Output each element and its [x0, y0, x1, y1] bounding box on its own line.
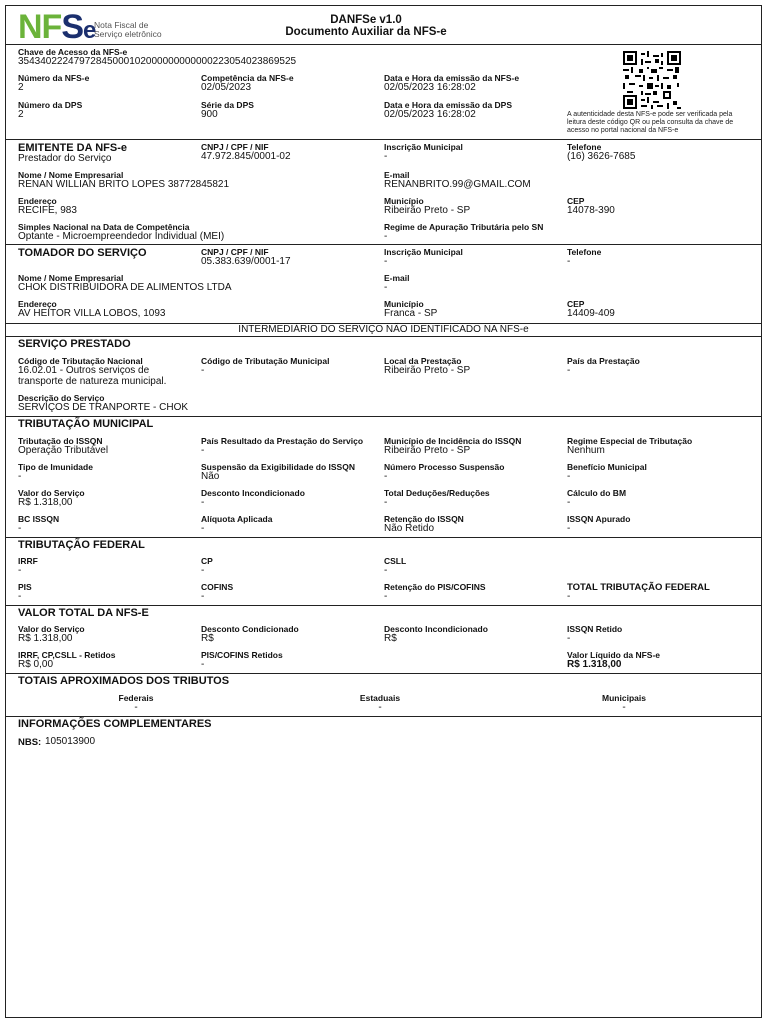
emitente-cep-label: CEP — [567, 196, 585, 206]
descricao-label: Descrição do Serviço — [18, 393, 105, 403]
divider — [6, 44, 761, 45]
totais-federais-label: Federais — [118, 693, 154, 703]
cod-nacional-value-1: 16.02.01 - Outros serviços de — [18, 365, 150, 376]
emissao-nfse-value: 02/05/2023 16:28:02 — [384, 82, 476, 93]
vt-desconto-incond-label: Desconto Incondicionado — [384, 624, 488, 634]
csll-value: - — [384, 565, 388, 576]
tomador-email-label: E-mail — [384, 273, 410, 283]
valor-servico-label: Valor do Serviço — [18, 488, 85, 498]
tomador-im-label: Inscrição Municipal — [384, 247, 463, 257]
simples-value: Optante - Microempreendedor Individual (MEI) — [18, 231, 225, 242]
trib-issqn-value: Operação Tributável — [18, 445, 109, 456]
tipo-imunidade-value: - — [18, 471, 22, 482]
totais-federais-value: - — [134, 702, 138, 713]
vt-irrf-label: IRRF, CP,CSLL - Retidos — [18, 650, 116, 660]
tomador-municipio-value: Franca - SP — [384, 308, 438, 319]
document-title — [236, 14, 496, 38]
title-line-2: Documento Auxiliar da NFS-e — [285, 26, 447, 38]
total-deducoes-value: - — [384, 497, 388, 508]
aliquota-value: - — [201, 523, 205, 534]
numero-dps-label: Número da DPS — [18, 100, 83, 110]
tomador-endereco-label: Endereço — [18, 299, 57, 309]
emitente-cnpj-label: CNPJ / CPF / NIF — [201, 142, 269, 152]
vt-pis-label: PIS/COFINS Retidos — [201, 650, 283, 660]
cp-label: CP — [201, 556, 213, 566]
emitente-tel-label: Telefone — [567, 142, 602, 152]
total-deducoes-label: Total Deduções/Reduções — [384, 488, 490, 498]
suspensao-label: Suspensão da Exigibilidade do ISSQN — [201, 462, 355, 472]
divider — [6, 537, 761, 538]
issqn-apurado-value: - — [567, 523, 571, 534]
cofins-label: COFINS — [201, 582, 234, 592]
tomador-cep-value: 14409-409 — [567, 308, 615, 319]
info-section-title: INFORMAÇÕES COMPLEMENTARES — [18, 718, 212, 730]
valor-total-section-title: VALOR TOTAL DA NFS-E — [18, 607, 149, 619]
retencao-issqn-value: Não Retido — [384, 523, 435, 534]
beneficio-value: - — [567, 471, 571, 482]
cp-value: - — [201, 565, 205, 576]
emitente-cep-value: 14078-390 — [567, 205, 615, 216]
totais-municipais-label: Municipais — [602, 693, 646, 703]
tomador-municipio-label: Município — [384, 299, 424, 309]
emitente-tel-value: (16) 3626-7685 — [567, 151, 636, 162]
chave-value: 35434022247972845000102000000000000223054023869525 — [18, 56, 297, 67]
pis-value: - — [18, 591, 22, 602]
totais-section-title: TOTAIS APROXIMADOS DOS TRIBUTOS — [18, 675, 230, 687]
totais-estaduais-value: - — [378, 702, 382, 713]
tomador-nome-value: CHOK DISTRIBUIDORA DE ALIMENTOS LTDA — [18, 282, 232, 293]
totais-municipais-value: - — [622, 702, 626, 713]
retencao-issqn-label: Retenção do ISSQN — [384, 514, 464, 524]
processo-suspensao-label: Número Processo Suspensão — [384, 462, 505, 472]
calculo-bm-value: - — [567, 497, 571, 508]
tomador-endereco-value: AV HEITOR VILLA LOBOS, 1093 — [18, 308, 166, 319]
emitente-cnpj-value: 47.972.845/0001-02 — [201, 151, 291, 162]
emitente-im-label: Inscrição Municipal — [384, 142, 463, 152]
trib-municipal-section-title: TRIBUTAÇÃO MUNICIPAL — [18, 418, 154, 430]
servico-section-title: SERVIÇO PRESTADO — [18, 338, 131, 350]
descricao-value: SERVIÇOS DE TRANPORTE - CHOK — [18, 402, 189, 413]
pais-resultado-label: País Resultado da Prestação do Serviço — [201, 436, 364, 446]
divider — [6, 416, 761, 417]
emissao-nfse-label: Data e Hora da emissão da NFS-e — [384, 73, 520, 83]
valor-liquido-value: R$ 1.318,00 — [567, 659, 622, 670]
emitente-email-value: RENANBRITO.99@GMAIL.COM — [384, 179, 531, 190]
vt-desconto-cond-label: Desconto Condicionado — [201, 624, 299, 634]
nbs-value: 105013900 — [45, 736, 96, 747]
divider — [6, 336, 761, 337]
vt-valor-servico-label: Valor do Serviço — [18, 624, 85, 634]
tomador-cnpj-label: CNPJ / CPF / NIF — [201, 247, 269, 257]
beneficio-label: Benefício Municipal — [567, 462, 647, 472]
pais-prestacao-label: País da Prestação — [567, 356, 640, 366]
total-federal-value: - — [567, 591, 571, 602]
emitente-municipio-label: Município — [384, 196, 424, 206]
title-line-1: DANFSe v1.0 — [330, 14, 402, 26]
serie-dps-label: Série da DPS — [201, 100, 254, 110]
total-federal-label: TOTAL TRIBUTAÇÃO FEDERAL — [567, 582, 710, 593]
local-prestacao-label: Local da Prestação — [384, 356, 462, 366]
pis-label: PIS — [18, 582, 32, 592]
desconto-incond-value: - — [201, 497, 205, 508]
regime-sn-value: - — [384, 231, 388, 242]
emitente-municipio-value: Ribeirão Preto - SP — [384, 205, 471, 216]
emitente-endereco-label: Endereço — [18, 196, 57, 206]
emitente-email-label: E-mail — [384, 170, 410, 180]
emitente-nome-value: RENAN WILLIAN BRITO LOPES 38772845821 — [18, 179, 230, 190]
vt-irrf-value: R$ 0,00 — [18, 659, 54, 670]
pais-resultado-value: - — [201, 445, 205, 456]
emitente-im-value: - — [384, 151, 388, 162]
trib-issqn-label: Tributação do ISSQN — [18, 436, 103, 446]
qr-note: A autenticidade desta NFS-e pode ser verificada pela leitura deste código QR ou pela consulta da chave de acesso no portal nacional da NFS-e — [567, 111, 734, 134]
vt-desconto-incond-value: R$ — [384, 633, 397, 644]
serie-dps-value: 900 — [201, 109, 218, 120]
cod-municipal-value: - — [201, 365, 205, 376]
retencao-pis-value: - — [384, 591, 388, 602]
local-prestacao-value: Ribeirão Preto - SP — [384, 365, 471, 376]
municipio-incidencia-label: Município de Incidência do ISSQN — [384, 436, 522, 446]
competencia-label: Competência da NFS-e — [201, 73, 294, 83]
trib-federal-section-title: TRIBUTAÇÃO FEDERAL — [18, 539, 145, 551]
retencao-pis-label: Retenção do PIS/COFINS — [384, 582, 486, 592]
tomador-im-value: - — [384, 256, 388, 267]
municipio-incidencia-value: Ribeirão Preto - SP — [384, 445, 471, 456]
divider — [6, 716, 761, 717]
suspensao-value: Não — [201, 471, 220, 482]
tomador-tel-label: Telefone — [567, 247, 602, 257]
numero-nfse-label: Número da NFS-e — [18, 73, 90, 83]
totais-estaduais-label: Estaduais — [359, 693, 401, 703]
logo-subtitle: Nota Fiscal de Serviço eletrônico — [94, 20, 162, 39]
pais-prestacao-value: - — [567, 365, 571, 376]
tomador-nome-label: Nome / Nome Empresarial — [18, 273, 124, 283]
divider — [6, 139, 761, 140]
nfse-logo — [18, 10, 178, 46]
aliquota-label: Alíquota Aplicada — [201, 514, 273, 524]
valor-liquido-label: Valor Líquido da NFS-e — [567, 650, 661, 660]
divider — [6, 673, 761, 674]
divider — [6, 244, 761, 245]
desconto-incond-label: Desconto Incondicionado — [201, 488, 305, 498]
cofins-value: - — [201, 591, 205, 602]
emitente-section-title: EMITENTE DA NFS-e — [18, 142, 127, 154]
tomador-tel-value: - — [567, 256, 571, 267]
vt-issqn-retido-value: - — [567, 633, 571, 644]
calculo-bm-label: Cálculo do BM — [567, 488, 627, 498]
valor-servico-value: R$ 1.318,00 — [18, 497, 73, 508]
csll-label: CSLL — [384, 556, 407, 566]
tomador-email-value: - — [384, 282, 388, 293]
vt-desconto-cond-value: R$ — [201, 633, 214, 644]
regime-especial-label: Regime Especial de Tributação — [567, 436, 693, 446]
qr-code-icon — [623, 51, 681, 109]
simples-label: Simples Nacional na Data de Competência — [18, 222, 190, 232]
emitente-nome-label: Nome / Nome Empresarial — [18, 170, 124, 180]
nbs-label: NBS: — [18, 737, 42, 748]
vt-valor-servico-value: R$ 1.318,00 — [18, 633, 73, 644]
irrf-label: IRRF — [18, 556, 38, 566]
regime-sn-label: Regime de Apuração Tributária pelo SN — [384, 222, 544, 232]
bc-issqn-label: BC ISSQN — [18, 514, 60, 524]
tomador-section-title: TOMADOR DO SERVIÇO — [18, 247, 147, 259]
issqn-apurado-label: ISSQN Apurado — [567, 514, 631, 524]
divider — [6, 605, 761, 606]
numero-nfse-value: 2 — [18, 82, 24, 93]
bc-issqn-value: - — [18, 523, 22, 534]
processo-suspensao-value: - — [384, 471, 388, 482]
vt-issqn-retido-label: ISSQN Retido — [567, 624, 623, 634]
intermediario-notice: INTERMEDIÁRIO DO SERVIÇO NÃO IDENTIFICADO NA NFS-e — [238, 324, 529, 335]
tipo-imunidade-label: Tipo de Imunidade — [18, 462, 93, 472]
tomador-cep-label: CEP — [567, 299, 585, 309]
emitente-endereco-value: RECIFE, 983 — [18, 205, 77, 216]
cod-nacional-label: Código de Tributação Nacional — [18, 356, 143, 366]
cod-nacional-value-2: transporte de natureza municipal. — [18, 376, 167, 387]
emitente-subtitle: Prestador do Serviço — [18, 153, 112, 164]
danfse-document — [5, 5, 762, 1018]
emissao-dps-value: 02/05/2023 16:28:02 — [384, 109, 476, 120]
vt-pis-value: - — [201, 659, 205, 670]
chave-label: Chave de Acesso da NFS-e — [18, 47, 128, 57]
logo-mark: NFSe — [18, 8, 96, 46]
cod-municipal-label: Código de Tributação Municipal — [201, 356, 330, 366]
regime-especial-value: Nenhum — [567, 445, 605, 456]
irrf-value: - — [18, 565, 22, 576]
emissao-dps-label: Data e Hora da emissão da DPS — [384, 100, 513, 110]
tomador-cnpj-value: 05.383.639/0001-17 — [201, 256, 291, 267]
numero-dps-value: 2 — [18, 109, 24, 120]
competencia-value: 02/05/2023 — [201, 82, 252, 93]
